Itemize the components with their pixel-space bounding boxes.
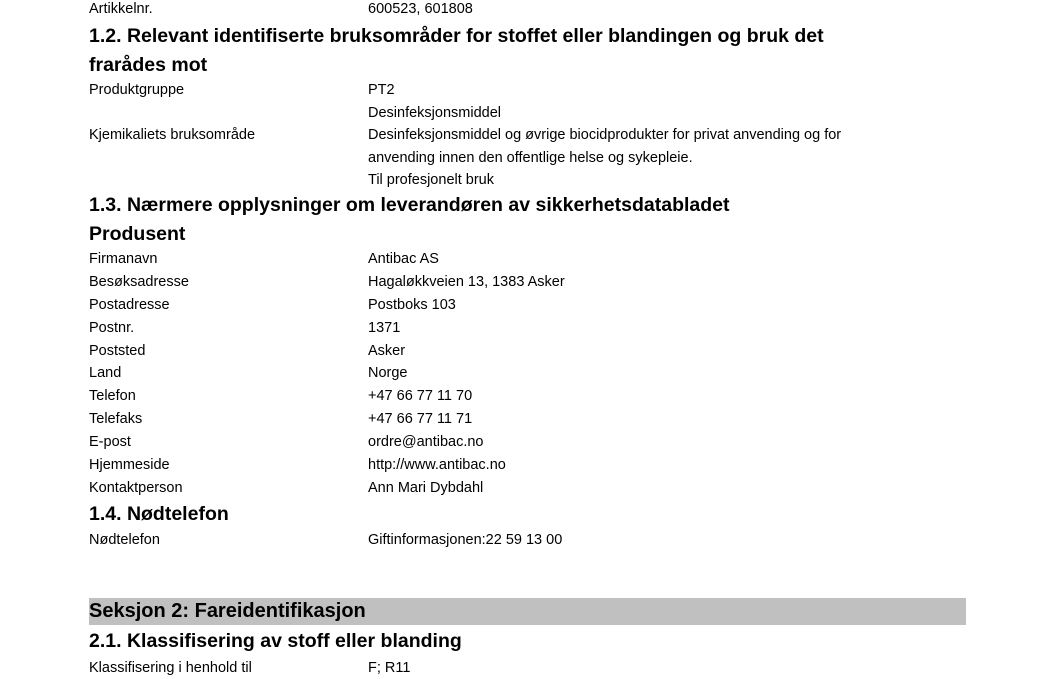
hjemmeside-value: http://www.antibac.no bbox=[368, 457, 506, 473]
heading-2-1: 2.1. Klassifisering av stoff eller blanding bbox=[89, 630, 462, 652]
klassifisering-value: F; R11 bbox=[368, 660, 411, 676]
firmanavn-label: Firmanavn bbox=[89, 251, 158, 267]
heading-1-4: 1.4. Nødtelefon bbox=[89, 503, 229, 525]
kontaktperson-label: Kontaktperson bbox=[89, 480, 183, 496]
telefaks-value: +47 66 77 11 71 bbox=[368, 411, 473, 427]
epost-label: E-post bbox=[89, 434, 131, 450]
hjemmeside-label: Hjemmeside bbox=[89, 457, 170, 473]
section-2-title: Seksjon 2: Fareidentifikasjon bbox=[89, 600, 366, 622]
klassifisering-label: Klassifisering i henhold til bbox=[89, 660, 252, 676]
bruksomrade-value-line: Til profesjonelt bruk bbox=[368, 172, 494, 188]
land-value: Norge bbox=[368, 365, 408, 381]
artikkelnr-value: 600523, 601808 bbox=[368, 1, 473, 17]
artikkelnr-label: Artikkelnr. bbox=[89, 1, 153, 17]
produktgruppe-value-line: Desinfeksjonsmiddel bbox=[368, 104, 501, 121]
heading-1-3: 1.3. Nærmere opplysninger om leverandøren av sikkerhetsdatabladet bbox=[89, 194, 730, 216]
telefon-label: Telefon bbox=[89, 388, 136, 404]
bruksomrade-value bbox=[368, 124, 928, 192]
heading-produsent: Produsent bbox=[89, 223, 186, 245]
land-label: Land bbox=[89, 365, 122, 381]
telefon-value: +47 66 77 11 70 bbox=[368, 388, 473, 404]
poststed-value: Asker bbox=[368, 343, 406, 359]
nodtelefon-value: Giftinformasjonen:22 59 13 00 bbox=[368, 532, 563, 548]
bruksomrade-value-line: anvending innen den offentlige helse og sykepleie. bbox=[368, 149, 693, 166]
heading-1-2-line1: 1.2. Relevant identifiserte bruksområder for stoffet eller blandingen og bruk det bbox=[89, 25, 824, 47]
besoksadresse-label: Besøksadresse bbox=[89, 274, 189, 290]
bruksomrade-label: Kjemikaliets bruksområde bbox=[89, 127, 256, 143]
produktgruppe-value bbox=[368, 79, 928, 124]
section-2-bar bbox=[89, 598, 966, 625]
postnr-value: 1371 bbox=[368, 320, 401, 336]
poststed-label: Poststed bbox=[89, 343, 146, 359]
telefaks-label: Telefaks bbox=[89, 411, 143, 427]
postnr-label: Postnr. bbox=[89, 320, 135, 336]
produktgruppe-value-line: PT2 bbox=[368, 82, 395, 98]
postadresse-label: Postadresse bbox=[89, 297, 170, 313]
bruksomrade-value-line: Desinfeksjonsmiddel og øvrige biocidprodukter for privat anvending og for bbox=[368, 127, 842, 143]
besoksadresse-value: Hagaløkkveien 13, 1383 Asker bbox=[368, 274, 565, 290]
epost-value: ordre@antibac.no bbox=[368, 434, 484, 450]
postadresse-value: Postboks 103 bbox=[368, 297, 456, 313]
heading-1-2-line2: frarådes mot bbox=[89, 54, 208, 76]
kontaktperson-value: Ann Mari Dybdahl bbox=[368, 480, 484, 496]
firmanavn-value: Antibac AS bbox=[368, 251, 439, 267]
produktgruppe-label: Produktgruppe bbox=[89, 82, 185, 98]
nodtelefon-label: Nødtelefon bbox=[89, 532, 160, 548]
